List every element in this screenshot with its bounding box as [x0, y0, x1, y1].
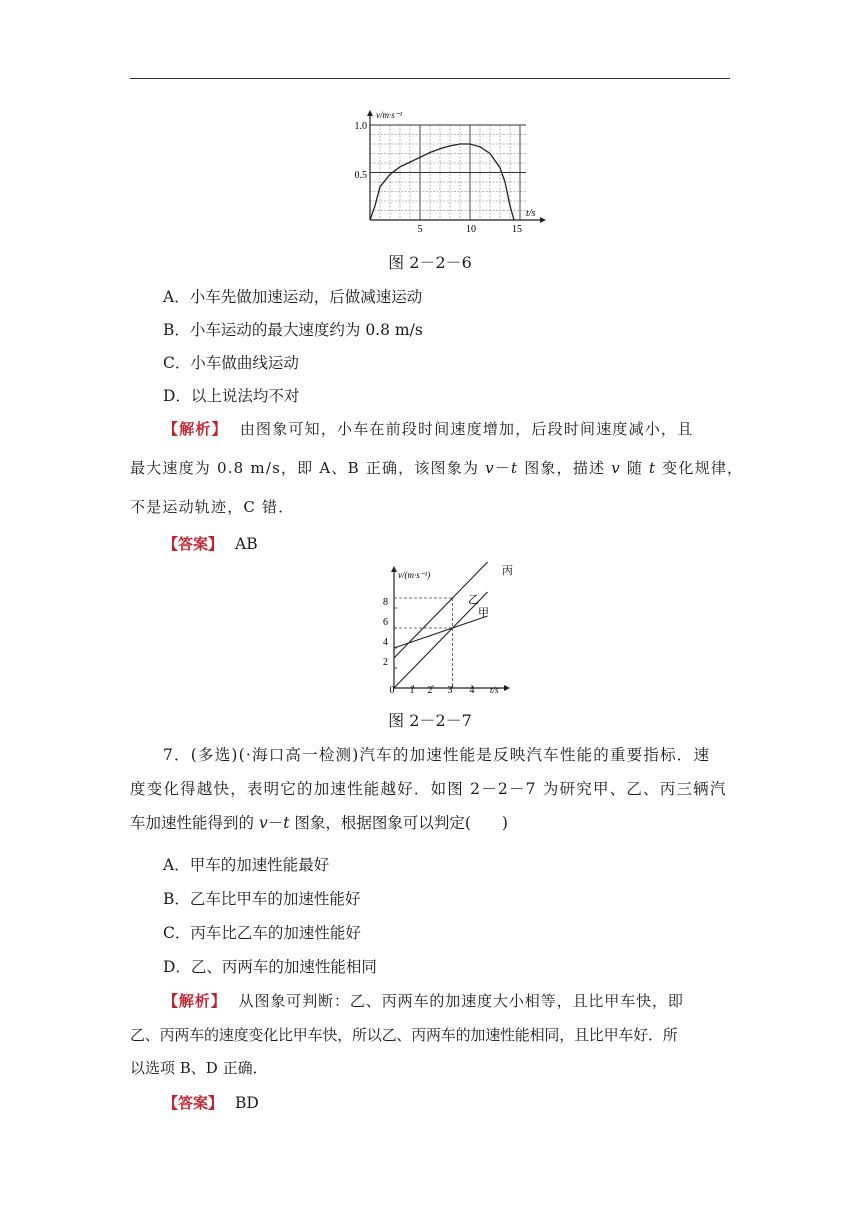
- figure-2-2-6: [340, 108, 550, 240]
- x-tick-label: 1: [409, 685, 415, 696]
- q7-option-a: A．甲车的加速性能最好: [163, 856, 330, 874]
- q7-option-c: C．丙车比乙车的加速性能好: [163, 924, 361, 942]
- x-axis-arrow-icon: [540, 217, 546, 223]
- q7-stem-line-1: 7．(多选)(·海口高一检测)汽车的加速性能是反映汽车性能的重要指标．速: [163, 746, 711, 764]
- q7-option-b: B．乙车比甲车的加速性能好: [163, 890, 361, 908]
- series-lines: [394, 562, 488, 688]
- q6-option-d: D．以上说法均不对: [163, 387, 300, 405]
- x-tick-label: 3: [447, 685, 453, 696]
- answer-tag: 【答案】: [163, 535, 224, 553]
- x-tick-label: 2: [427, 685, 433, 696]
- figure-caption: 图 2－2－7: [388, 711, 472, 730]
- guide-lines: [394, 598, 453, 688]
- q6-analysis-line-2: 最大速度为 0.8 m/s，即 A、B 正确，该图象为 v－t 图象，描述 v 随 t 变化规律，: [130, 459, 744, 477]
- x-tick-label: 0: [389, 685, 395, 696]
- x-tick-label: 5: [417, 224, 423, 235]
- y-tick-label: 6: [383, 617, 388, 628]
- y-tick-label: 2: [383, 657, 388, 668]
- x-tick-label: 4: [469, 685, 475, 696]
- q6-option-a: A．小车先做加速运动，后做减速运动: [163, 288, 423, 306]
- velocity-time-chart-2: [360, 560, 520, 700]
- x-axis-label: t/s: [490, 685, 499, 695]
- y-tick-label: 0.5: [354, 170, 367, 181]
- x-tick-label: 10: [466, 224, 476, 235]
- x-axis-arrow-icon: [504, 685, 510, 691]
- series-line-yi: [394, 592, 488, 688]
- header-rule: [130, 78, 730, 79]
- series-label-bing: 丙: [502, 565, 513, 577]
- analysis-tag: 【解析】: [163, 420, 228, 438]
- q7-analysis-line-3: 以选项 B、D 正确．: [130, 1059, 268, 1077]
- figure-2-2-7: [360, 560, 520, 700]
- y-axis-arrow-icon: [391, 566, 397, 572]
- y-tick-label: 4: [383, 637, 388, 648]
- analysis-tag: 【解析】: [163, 992, 227, 1010]
- q7-stem-line-3: 车加速性能得到的 v－t 图象，根据图象可以判定( ): [130, 814, 508, 832]
- q6-analysis-line-3: 不是运动轨迹，C 错．: [130, 498, 295, 516]
- velocity-time-chart-1: [340, 108, 550, 240]
- y-axis-label: v/m·s⁻¹: [376, 110, 403, 120]
- answer-value: BD: [235, 1094, 259, 1112]
- q6-analysis-line-1: 【解析】 由图象可知，小车在前段时间速度增加，后段时间速度减小，且: [163, 420, 694, 438]
- y-tick-label: 1.0: [354, 121, 367, 132]
- q6-answer: [163, 533, 258, 554]
- x-tick-label: 15: [512, 224, 522, 235]
- figure-caption: 图 2－2－6: [388, 253, 472, 272]
- series-label-jia: 甲: [478, 607, 489, 619]
- answer-value: AB: [235, 535, 258, 553]
- y-axis-arrow-icon: [367, 110, 373, 116]
- series-label-yi: 乙: [468, 594, 479, 606]
- q6-option-b: B．小车运动的最大速度约为 0.8 m/s: [163, 321, 423, 339]
- x-axis-label: t/s: [526, 208, 536, 219]
- answer-tag: 【答案】: [163, 1094, 224, 1112]
- q6-option-c: C．小车做曲线运动: [163, 354, 299, 372]
- q7-option-d: D．乙、丙两车的加速性能相同: [163, 958, 377, 976]
- q7-analysis-line-1: 【解析】 从图象可判断：乙、丙两车的加速度大小相等，且比甲车快，即: [163, 992, 684, 1010]
- q7-stem-line-2: 度变化得越快，表明它的加速性能越好．如图 2－2－7 为研究甲、乙、丙三辆汽: [130, 780, 727, 798]
- q7-answer: [163, 1092, 259, 1113]
- y-tick-label: 8: [383, 597, 388, 608]
- series-line-jia: [394, 616, 488, 648]
- y-axis-label: v/(m·s⁻¹): [398, 570, 431, 580]
- q7-analysis-line-2: 乙、丙两车的速度变化比甲车快，所以乙、丙两车的加速性能相同，且比甲车好．所: [130, 1026, 678, 1044]
